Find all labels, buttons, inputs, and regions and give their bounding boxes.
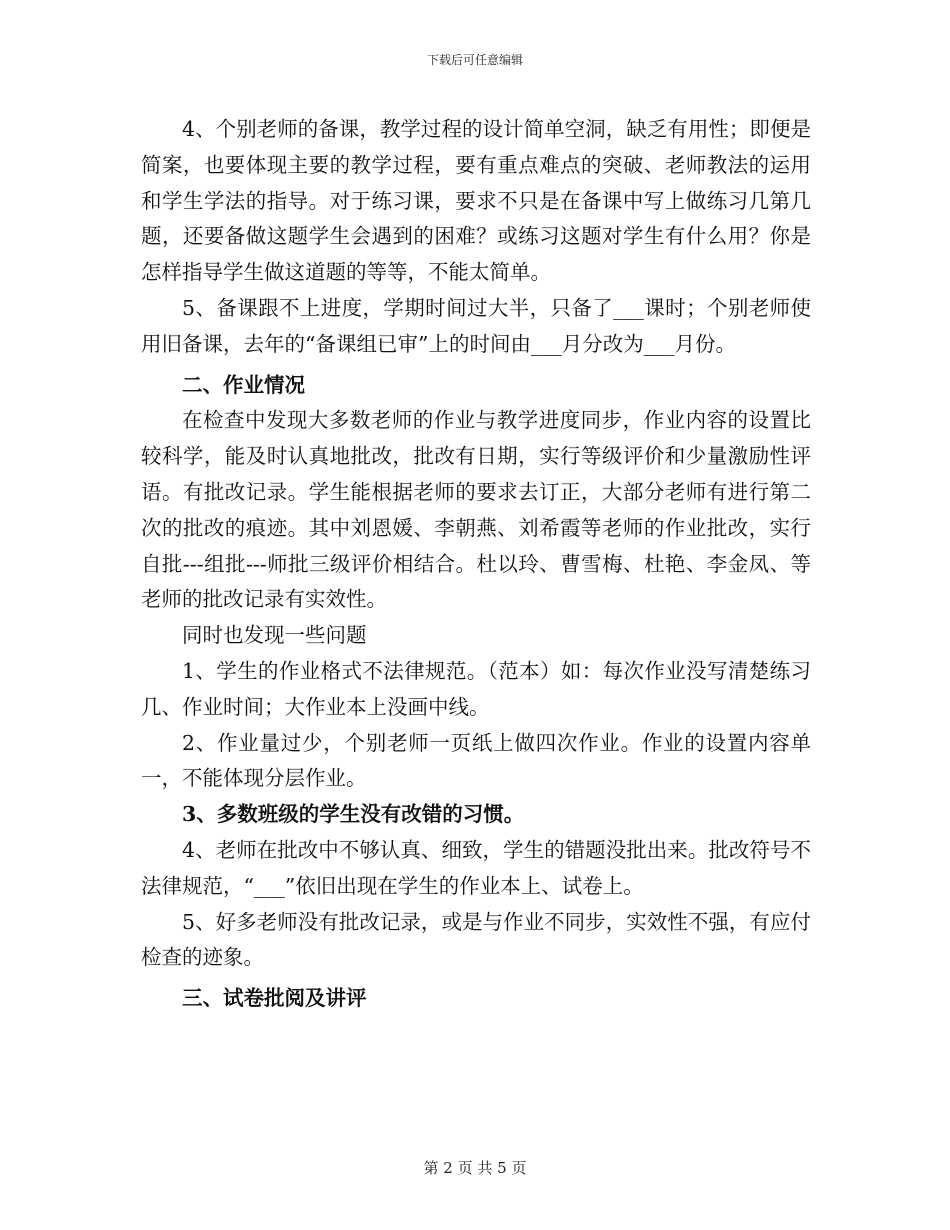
section-heading-homework: 二、作业情况 (182, 372, 305, 397)
paragraph-problem-3: 3、多数班级的学生没有改错的习惯。 (182, 802, 525, 827)
paragraph-lesson-prep-item-4: 4、个别老师的备课，教学过程的设计简单空洞，缺乏有用性；即便是简案，也要体现主要的教学过程，要有重点难点的突破、老师教法的运用和学生学法的指导。对于练习课，要求不只是在备课中写上做练习几第几题，还要备做这题学生会遇到的困难？或练习这题对学生有什么用？你是怎样指导学生做这道题的等等，不能太简单。 (141, 117, 811, 285)
page-header: 下载后可任意编辑 (426, 53, 523, 67)
page-footer: 第 2 页 共 5 页 (423, 1159, 527, 1177)
paragraph-lesson-prep-item-5: 5、备课跟不上进度，学期时间过大半，只备了___课时；个别老师使用旧备课，去年的“备课组已审”上的时间由___月分改为___月份。 (141, 295, 811, 356)
paragraph-problem-4: 4、老师在批改中不够认真、细致，学生的错题没批出来。批改符号不法律规范，“___”依旧出现在学生的作业本上、试卷上。 (141, 837, 811, 898)
paragraph-problem-1: 1、学生的作业格式不法律规范。（范本）如：每次作业没写清楚练习几、作业时间；大作业本上没画中线。 (141, 658, 811, 719)
paragraph-problem-5: 5、好多老师没有批改记录，或是与作业不同步，实效性不强，有应付检查的迹象。 (141, 909, 811, 970)
paragraph-problem-2: 2、作业量过少，个别老师一页纸上做四次作业。作业的设置内容单一，不能体现分层作业。 (141, 730, 811, 791)
paragraph-problems-intro: 同时也发现一些问题 (182, 623, 367, 648)
section-heading-exam-review: 三、试卷批阅及讲评 (182, 986, 367, 1011)
document-body (141, 112, 811, 1017)
paragraph-homework-findings: 在检查中发现大多数老师的作业与教学进度同步，作业内容的设置比较科学，能及时认真地批改，批改有日期，实行等级评价和少量激励性评语。有批改记录。学生能根据老师的要求去订正，大部分老师有进行第二次的批改的痕迹。其中刘恩媛、李朝燕、刘希霞等老师的作业批改，实行自批---组批---师批三级评价相结合。杜以玲、曹雪梅、杜艳、李金凤、等老师的批改记录有实效性。 (141, 408, 811, 612)
